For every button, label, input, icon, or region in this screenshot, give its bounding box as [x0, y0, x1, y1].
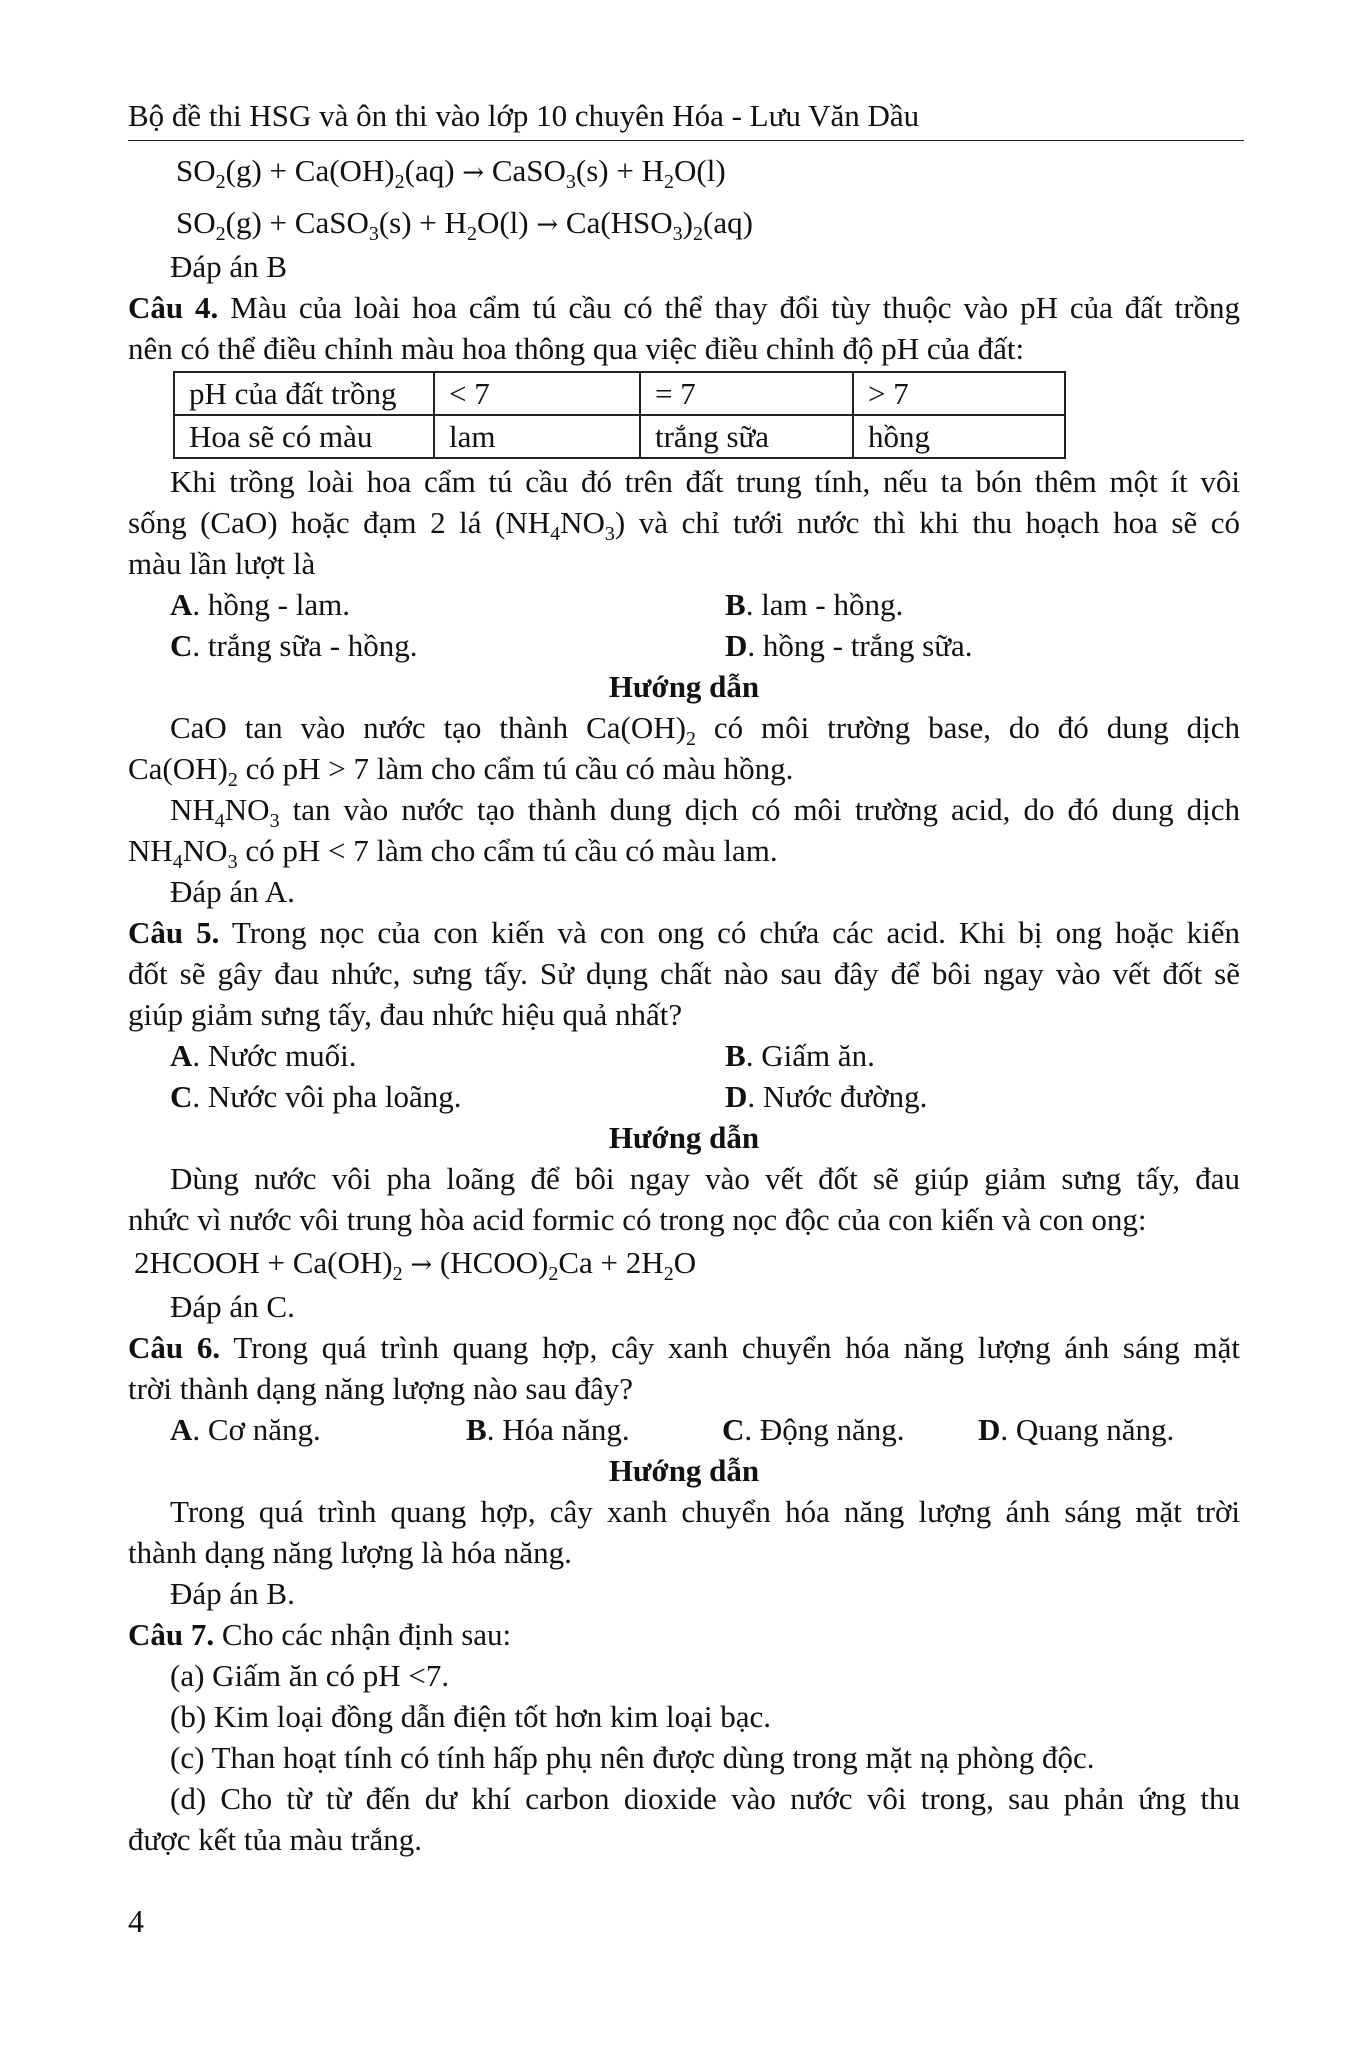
question-6-line-2: trời thành dạng năng lượng nào sau đây? — [128, 1371, 633, 1406]
question-5-line-2: đốt sẽ gây đau nhức, sưng tấy. Sử dụng chất nào sau đây để bôi ngay vào vết đốt sẽ — [128, 956, 1240, 991]
table-cell: trắng sữa — [640, 415, 853, 458]
page-number: 4 — [128, 1903, 144, 1939]
guide-heading: Hướng dẫn — [608, 669, 760, 704]
guide-4-line-4: $NH_4NO_3$ có pH < 7 làm cho cẩm tú cầu có màu lam. — [128, 833, 778, 873]
running-header: Bộ đề thi HSG và ôn thi vào lớp 10 chuyên Hóa - Lưu Văn Dầu — [128, 94, 1244, 141]
statement-a: (a) Giấm ăn có pH <7. — [170, 1658, 450, 1693]
question-label: Câu 7. — [128, 1617, 215, 1652]
equation-1: $SO_2(g) + Ca(OH)_2(aq)$ → CaSO$_3$(s) + $H_2O(l)$ — [176, 153, 726, 193]
option-b: B. lam - hồng. — [725, 587, 904, 622]
answer-q3: Đáp án B — [170, 249, 288, 284]
guide-4-line-2: $Ca(OH)_2$ có pH > 7 làm cho cẩm tú cầu có màu hồng. — [128, 751, 794, 791]
answer-q5: Đáp án C. — [170, 1289, 295, 1324]
question-5-options-row-2 — [128, 1076, 1240, 1117]
question-5-options-row-1 — [128, 1035, 1240, 1076]
option-b: B. Hóa năng. — [466, 1412, 630, 1447]
answer-q4: Đáp án A. — [170, 874, 295, 909]
option-c: C. trắng sữa - hồng. — [170, 628, 418, 663]
question-6-options — [128, 1409, 1240, 1450]
question-4-text-3: màu lần lượt là — [128, 546, 316, 581]
option-b: B. Giấm ăn. — [725, 1038, 875, 1073]
question-4-text-2: sống (CaO) hoặc đạm 2 lá $(NH_4NO_3)$ và chỉ tưới nước thì khi thu hoạch hoa sẽ có — [128, 505, 1240, 545]
guide-5-line-2: nhức vì nước vôi trung hòa acid formic có trong nọc độc của con kiến và con ong: — [128, 1202, 1147, 1237]
question-4-text-1: Khi trồng loài hoa cẩm tú cầu đó trên đất trung tính, nếu ta bón thêm một ít vôi — [170, 464, 1240, 499]
question-5-line-3: giúp giảm sưng tấy, đau nhức hiệu quả nhất? — [128, 997, 683, 1032]
question-4-options-row-1 — [128, 584, 1240, 625]
table-cell: hồng — [853, 415, 1065, 458]
option-c: C. Động năng. — [722, 1412, 905, 1447]
question-label: Câu 5. — [128, 915, 220, 950]
question-7-line-1: Câu 7. Cho các nhận định sau: — [128, 1617, 512, 1652]
option-d: D. Nước đường. — [725, 1079, 928, 1114]
option-a: A. Cơ năng. — [170, 1412, 321, 1447]
question-5-line-1: Câu 5. Trong nọc của con kiến và con ong có chứa các acid. Khi bị ong hoặc kiến — [128, 915, 1240, 950]
question-4-line-2: nên có thể điều chỉnh màu hoa thông qua việc điều chỉnh độ pH của đất: — [128, 331, 1025, 366]
option-d: D. Quang năng. — [978, 1412, 1175, 1447]
equation-3: 2HCOOH + $Ca(OH)_2$ → $(HCOO)_2Ca + 2H_2O$ — [134, 1245, 697, 1285]
ph-color-table — [173, 371, 1066, 459]
question-label: Câu 4. — [128, 290, 219, 325]
table-cell: lam — [434, 415, 640, 458]
table-cell: > 7 — [853, 372, 1065, 415]
option-c: C. Nước vôi pha loãng. — [170, 1079, 462, 1114]
table-cell: = 7 — [640, 372, 853, 415]
table-row — [174, 415, 1065, 458]
statement-d: (d) Cho từ từ đến dư khí carbon dioxide vào nước vôi trong, sau phản ứng thu — [170, 1781, 1240, 1816]
guide-heading: Hướng dẫn — [608, 1453, 760, 1488]
page-content — [128, 150, 1240, 1860]
guide-5-line-1: Dùng nước vôi pha loãng để bôi ngay vào vết đốt sẽ giúp giảm sưng tấy, đau — [170, 1161, 1240, 1196]
table-row — [174, 372, 1065, 415]
reaction-arrow: → — [410, 1250, 433, 1280]
reaction-arrow: → — [536, 210, 559, 240]
table-cell: < 7 — [434, 372, 640, 415]
question-6-line-1: Câu 6. Trong quá trình quang hợp, cây xanh chuyển hóa năng lượng ánh sáng mặt — [128, 1330, 1240, 1365]
question-4-line-1: Câu 4. Màu của loài hoa cẩm tú cầu có thể thay đổi tùy thuộc vào pH của đất trồng — [128, 290, 1240, 325]
guide-4-line-1: CaO tan vào nước tạo thành $Ca(OH)_2$ có môi trường base, do đó dung dịch — [170, 710, 1240, 750]
statement-d-continued: được kết tủa màu trắng. — [128, 1822, 423, 1857]
table-cell: pH của đất trồng — [174, 372, 434, 415]
option-a: A. Nước muối. — [170, 1038, 357, 1073]
option-d: D. hồng - trắng sữa. — [725, 628, 973, 663]
answer-q6: Đáp án B. — [170, 1576, 295, 1611]
option-a: A. hồng - lam. — [170, 587, 350, 622]
guide-6-line-2: thành dạng năng lượng là hóa năng. — [128, 1535, 572, 1570]
equation-2: $SO_2(g)$ + CaSO$_3$(s) + $H_2O(l) \to Ca(HSO_3)_2(aq)$ — [176, 205, 753, 245]
guide-heading: Hướng dẫn — [608, 1120, 760, 1155]
question-4-options-row-2 — [128, 625, 1240, 666]
reaction-arrow: → — [462, 158, 485, 188]
guide-4-line-3: $NH_4NO_3$ tan vào nước tạo thành dung dịch có môi trường acid, do đó dung dịch — [170, 792, 1240, 832]
table-cell: Hoa sẽ có màu — [174, 415, 434, 458]
question-label: Câu 6. — [128, 1330, 221, 1365]
guide-6-line-1: Trong quá trình quang hợp, cây xanh chuyển hóa năng lượng ánh sáng mặt trời — [170, 1494, 1240, 1529]
statement-b: (b) Kim loại đồng dẫn điện tốt hơn kim loại bạc. — [170, 1699, 771, 1734]
statement-c: (c) Than hoạt tính có tính hấp phụ nên được dùng trong mặt nạ phòng độc. — [170, 1740, 1095, 1775]
